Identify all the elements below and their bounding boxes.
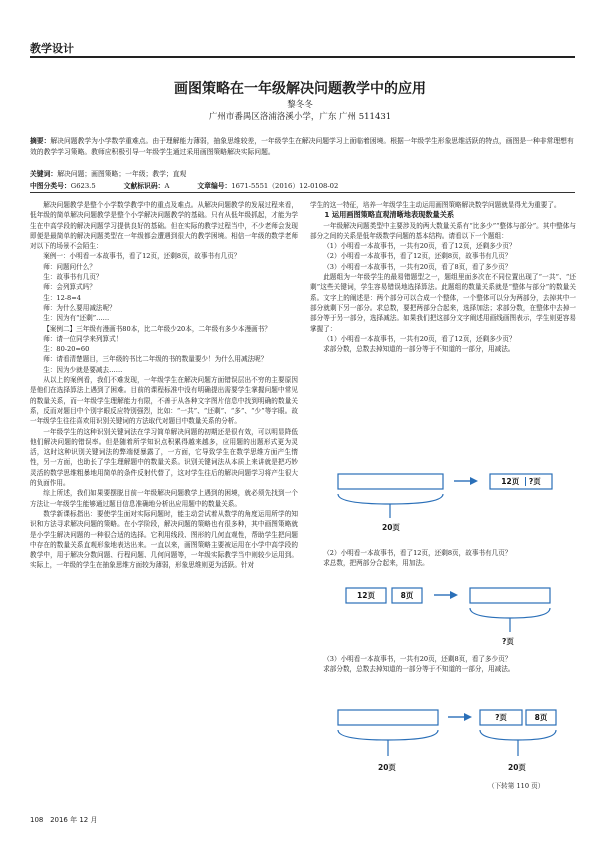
- diagram-2-part-a: 12页: [348, 589, 384, 602]
- article-no-label: 文章编号：: [197, 182, 232, 190]
- diagram-2: [320, 578, 570, 648]
- paragraph: 解决问题教学是整个小学数学教学中的重点及难点。从解决问题教学的发展过程来看，低年级的简单解决问题教学是整个小学解决问题教学的基础。只有从低年级抓起，才能为学生在中高学段的解决问题学习提供良好的基础。但在实际的教学过程当中，不少老师会发现即便是最简单的解决问题类型在一年级都会遭遇到很大的教学困境。相信一年级的数学老师对以下的场景不会陌生：: [30, 201, 298, 251]
- explanation: 求部分数，总数去掉知道的一部分等于不知道的一部分，用减法。: [323, 345, 515, 354]
- article-no-value: 1671-5551（2016）12-0108-02: [231, 182, 339, 190]
- dialogue-line: 生：80-20=60: [43, 345, 90, 354]
- question: （2）小明看一本故事书，看了12页，还剩8页，故事书有几页？: [323, 252, 512, 261]
- page-footer: [30, 815, 97, 825]
- paragraph: 数学新课标指出：要使学生面对实际问题时，能主动尝试着从数学的角度运用所学的知识和方法寻求解决问题的策略。在小学阶段，解决问题的策略也有很多种，其中画图策略就是小学生解决问题的一种很合适的选择。它利用线段、图形的几何直观性，帮助学生把问题中存在的数量关系直观形象地表达出来。一直以来，画图策略主要被运用在小学中高学段的教学中，用于解决分数问题、行程问题、几何问题等，一年级实际教学当中则较少运用到。实际上，一年级的学生在抽象思维方面较为薄弱，形象思维则更为活跃。针对: [30, 509, 298, 570]
- dialogue-line: 师：请看清楚题目，三年级的书比二年级的书的数量要少！为什么用减法呢？: [43, 355, 268, 364]
- section-heading: 1 运用画图策略直观清晰地表现数量关系: [324, 210, 455, 220]
- keywords-label: 关键词：: [30, 170, 58, 178]
- paragraph: 从以上的案例看，我们不难发现，一年级学生在解决问题方面错误层出不穷的主要原因是他们在选择算法上遇到了困难。目前的课程标准中没有明确提出需要学生掌握问题中常见的数量关系，而一年级学生理解能力有限，不善于从各种文字图片信息中找到明确的数量关系，反而对题目中个别字眼反应特别强烈，比如：“一共”、“还剩”、“多”、“少”等字眼。故一年级学生往往喜欢用识别关键词的方法取代对题目中数量关系的分析。: [30, 376, 298, 426]
- article-title: 画图策略在一年级解决问题教学中的应用: [174, 81, 426, 97]
- paragraph: 案例一：小明看一本故事书，看了12页，还剩8页，故事书有几页？: [43, 252, 241, 261]
- dialogue-line: 生：因为有“还剩”……: [43, 314, 110, 323]
- paragraph: 此题组为一年级学生的最易错题型之一，题组里面多次在不同位置出现了“一共”、“还剩”这些关键词，学生容易错误地选择算法。此题组的数量关系就是“整体与部分”的数量关系。文字上的阐述是：两个部分可以合成一个整体，一个整体可以分为两部分，去掉其中一部分就剩下另一部分。求总数，要把两部分合起来，选择加法；求部分数，在整体中去掉一部分等于另一部分，选择减法。如果我们把这部分文字阐述用画线画图表示，学生则更容易掌握了：: [310, 273, 576, 333]
- paragraph: 综上所述，我们如果要摆脱目前一年级解决问题教学上遇到的困境，就必须先找到一个方法让一年级学生能够通过题目信息准确地分析出应用题中的数量关系。: [30, 489, 298, 508]
- clc-label: 中图分类号：: [30, 182, 71, 190]
- issue-date: 2016 年 12 月: [50, 816, 98, 824]
- paragraph: 一年级学生的这种识别关键词法在学习简单解决问题的初期还是很有效，可以明显降低他们解决问题的错误率。但是随着所学知识点积累得越来越多，应用题的出题形式更为灵活，这时这种识别关键词法的弊端便暴露了，一方面，它导致学生在数学思维方面产生惰性，另一方面，也助长了学生理解题中的数量关系。识别关键词法从本质上来讲就是把巧妙灵活的数学思维粗暴地用简单的条件反射代替了，这对学生往后的解决问题学习将产生很大的负面作用。: [30, 427, 298, 488]
- keywords: [30, 168, 575, 178]
- clc-value: G623.5: [70, 182, 96, 190]
- dialogue-line: 生：因为少就是要减去……: [43, 365, 123, 374]
- paragraph: 学生的这一特征，培养一年级学生主动运用画图策略解决数学问题就显得尤为重要了。: [310, 201, 561, 209]
- abstract-text: 解决问题教学为小学数学重难点。由于理解能力薄弱，抽象思维较差，一年级学生在解决问题学习上面临着困境。根据一年级学生形象思维活跃的特点，画图是一种非常理想有效的教学学习策略。教师应积极引导一年级学生通过采用画图策略解决实际问题。: [30, 137, 574, 156]
- left-column: [30, 200, 298, 571]
- question: （3）小明看一本故事书，一共有20页，看了8页，看了多少页？: [323, 262, 512, 271]
- diagram-3-total-right: 20页: [508, 763, 526, 772]
- classification-row: [30, 180, 575, 190]
- paragraph: 一年级解决问题类型中主要涉及的两大数量关系有“比多少”“整体与部分”。其中整体与部分之间的关系是低年级数学问题的基本结构。请看以下一个题组：: [310, 221, 576, 240]
- right-column-cont-2: [310, 654, 576, 675]
- keywords-text: 解决问题；画图策略；一年级；教学；直观: [57, 170, 187, 178]
- question: （3）小明看一本故事书，一共有20页，还剩8页，看了多少页？: [323, 655, 512, 663]
- dialogue-line: 师：为什么要用减法呢？: [43, 303, 116, 312]
- dialogue-line: 生：故事书有几页？: [43, 273, 103, 282]
- diagram-1-total: 20页: [382, 523, 400, 532]
- diagram-3: [320, 700, 570, 780]
- explanation: 求总数，把两部分合起来，用加法。: [323, 559, 429, 568]
- question: （1）小明看一本故事书，一共有20页，看了12页，还剩多少页？: [323, 242, 516, 251]
- abstract-label: 摘要：: [30, 137, 51, 145]
- dialogue-line: 师：请一位同学来列算式！: [43, 334, 123, 343]
- abstract: [30, 136, 575, 157]
- dialogue-line: 师：问题问什么？: [43, 262, 96, 271]
- question: （2）小明看一本故事书，看了12页，还剩8页，故事书有几页？: [323, 549, 512, 557]
- diagram-2-total: ?页: [502, 637, 514, 646]
- doc-code-label: 文献标识码：: [123, 182, 165, 190]
- diagram-1: [320, 464, 570, 534]
- page-number: 108: [30, 816, 44, 824]
- diagram-3-part-a: ?页: [482, 711, 520, 724]
- right-column-cont: [310, 548, 576, 569]
- diagram-1-part-a: 12页: [501, 477, 520, 486]
- question: （1）小明看一本故事书，一共有20页，看了12页，还剩多少页？: [323, 334, 516, 343]
- header-rule: [30, 56, 575, 58]
- explanation: 求部分数，总数去掉知道的一部分等于不知道的一部分，用减法。: [323, 665, 515, 674]
- dialogue-line: 师：会列算式吗？: [43, 283, 96, 292]
- dialogue-line: 生：12-8=4: [43, 293, 81, 302]
- diagram-3-part-b: 8页: [528, 711, 554, 724]
- paragraph: 【案例二】三年级有漫画书80本，比二年级少20本，二年级有多少本漫画书？: [43, 324, 271, 333]
- article-affiliation: 广州市番禺区洛浦洛溪小学，广东 广州 511431: [208, 112, 392, 122]
- diagram-1-part-b: ?页: [525, 477, 541, 486]
- article-author: 黎冬冬: [287, 100, 313, 110]
- section-label: 教学设计: [30, 42, 74, 55]
- doc-code-value: A: [164, 182, 170, 190]
- continued-note: （下转第 110 页）: [488, 782, 545, 790]
- diagram-2-part-b: 8页: [394, 589, 420, 602]
- abstract-rule: [30, 192, 575, 193]
- diagram-3-total-left: 20页: [378, 763, 396, 772]
- right-column: [310, 200, 576, 354]
